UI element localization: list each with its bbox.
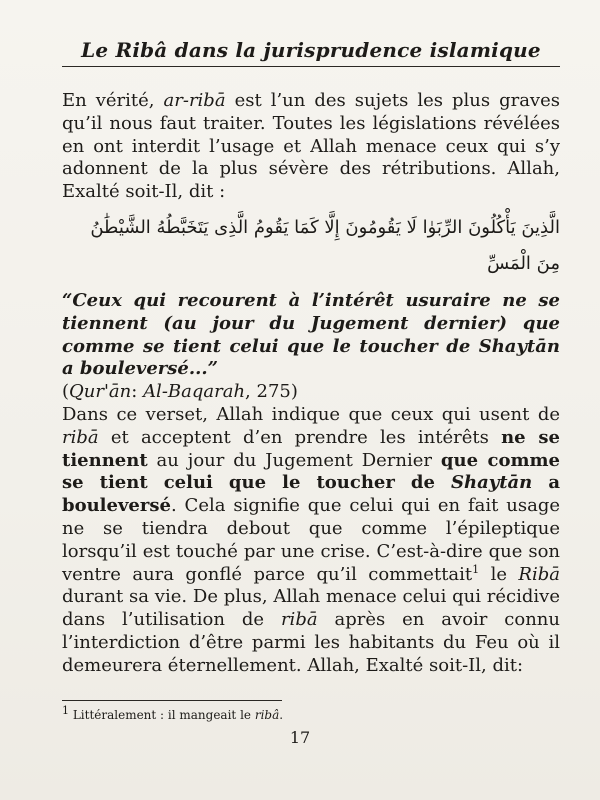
footnote-rule — [62, 700, 282, 701]
footnote-number: 1 — [62, 704, 69, 717]
bold-phrase: ne se tiennent — [62, 426, 560, 471]
page-number: 17 — [289, 728, 311, 747]
bold-phrase: que comme se tient celui que le toucher de Shaytān a bouleversé — [62, 449, 560, 517]
source-surah: Al-Baqarah — [143, 381, 246, 403]
verse-translation — [62, 290, 560, 404]
text: En vérité, — [62, 90, 164, 111]
term-ar-riba: ar-ribā — [163, 90, 226, 111]
quote-source: (Qur'ān: Al-Baqarah, 275) — [62, 381, 298, 403]
term-riba: ribā — [280, 609, 318, 631]
footnote: 1 Littéralement : il mangeait le ribâ. — [62, 704, 284, 722]
running-header: Le Ribâ dans la jurisprudence islamique — [81, 38, 541, 62]
paragraph-commentary: Dans ce verset, Allah indique que ceux qui usent de ribā et acceptent d’en prendre les intérêts ne se tiennent au jour du Jugement Dernier que comme se tient celui que le toucher de Shaytān a bouleversé. Cela signifie que celui qui en fait usage ne se tiendra debout que comme l’épileptique lorsqu’il est touché par une crise. C’est-à-dire que son ventre aura gonflé parce qu’il commettait$^1$ le Ribā durant sa vie. De plus, Allah menace celui qui récidive dans l’utilisation de ribā après en avoir connu l’interdiction d’être parmi les habitants du Feu où il demeurera éternellement. Allah, Exalté soit-Il, dit: — [62, 403, 560, 676]
paragraph-intro — [62, 90, 560, 204]
translation-quote: “Ceux qui recourent à l’intérêt usuraire ne se tiennent (au jour du Jugement dernier) que comme se tient celui que le toucher de Shaytān a bouleversé...” — [62, 289, 560, 380]
header-rule — [62, 66, 560, 67]
term-riba: Ribā — [518, 563, 560, 585]
footnote-marker[interactable]: 1 — [472, 562, 480, 576]
page-body — [62, 90, 560, 678]
source-book: Qur'ān — [69, 381, 132, 403]
term-riba: ribā — [62, 426, 99, 448]
text: est l’un des sujets les plus graves qu’il nous faut traiter. Toutes les législations révélées en ont interdit l’usage et Allah menace ceux qui s’y adonnent de la plus sévère des rétributions. Allah, Exalté soit-Il, dit : — [62, 90, 560, 203]
arabic-verse: الَّذِينَ يَأْكُلُونَ الرِّبَوٰا لَا يَقُومُونَ إِلَّا كَمَا يَقُومُ الَّذِى يَتَخَبَّطُهُ الشَّيْطَٰنُ مِنَ الْمَسِّ — [90, 216, 560, 274]
